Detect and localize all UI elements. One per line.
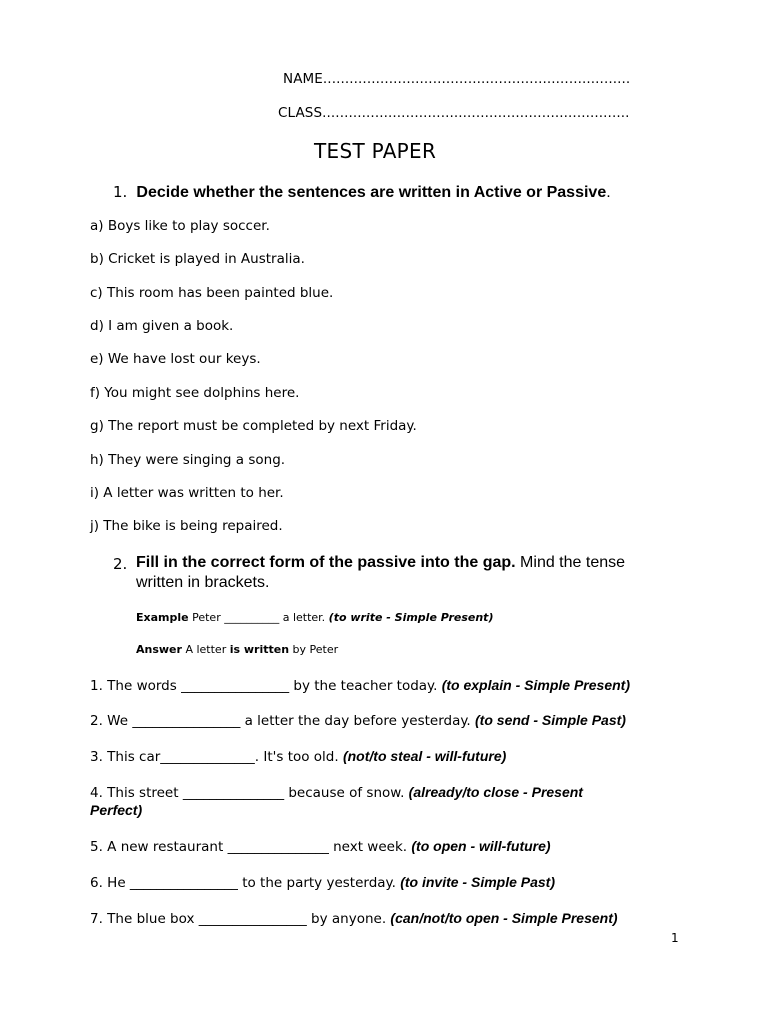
task-4-continued <box>90 802 142 819</box>
task-text: 6. He ________________ to the party yesterday. <box>90 875 401 891</box>
section1-heading <box>113 182 611 202</box>
class-field-line: CLASS...................................................................... <box>278 105 630 121</box>
sentence-b: b) Cricket is played in Australia. <box>90 251 305 267</box>
sentence-i: i) A letter was written to her. <box>90 485 284 501</box>
section2-heading <box>136 552 625 572</box>
section2-title-rest: Mind the tense <box>515 554 626 571</box>
task-3 <box>90 748 506 765</box>
task-text: 5. A new restaurant _______________ next week. <box>90 839 412 855</box>
sentence-c: c) This room has been painted blue. <box>90 285 334 301</box>
sentence-g: g) The report must be completed by next Friday. <box>90 418 417 434</box>
sentence-a: a) Boys like to play soccer. <box>90 218 270 234</box>
task-6 <box>90 874 555 891</box>
task-text: 7. The blue box ________________ by anyone. <box>90 911 391 927</box>
task-2 <box>90 712 626 729</box>
task-hint: (can/not/to open - Simple Present) <box>390 910 618 926</box>
task-text: 3. This car______________. It's too old. <box>90 749 343 765</box>
task-7 <box>90 910 618 927</box>
task-hint: (not/to steal - will-future) <box>342 748 507 764</box>
page-number: 1 <box>671 931 679 945</box>
name-field-line: NAME...................................................................... <box>283 71 631 87</box>
answer-line <box>136 643 338 656</box>
task-hint: (already/to close - Present <box>408 784 583 800</box>
sentence-e: e) We have lost our keys. <box>90 351 261 367</box>
example-line <box>136 611 493 624</box>
section2-title-line2: written in brackets. <box>136 574 270 591</box>
task-hint: (to invite - Simple Past) <box>400 874 556 890</box>
section2-title: Fill in the correct form of the passive into the gap. <box>136 554 516 571</box>
task-text: 4. This street _______________ because of snow. <box>90 785 409 801</box>
task-5 <box>90 838 551 855</box>
section1-title-end: . <box>606 184 611 201</box>
sentence-h: h) They were singing a song. <box>90 452 286 468</box>
section1-title: Decide whether the sentences are written in Active or Passive <box>136 184 607 201</box>
section1-number: 1. <box>113 183 128 201</box>
example-text: Peter __________ a letter. <box>188 611 329 624</box>
answer-post: by Peter <box>289 643 339 656</box>
task-hint-line2: Perfect) <box>90 802 143 818</box>
answer-bold: is written <box>229 643 290 656</box>
task-text: 1. The words ________________ by the teacher today. <box>90 678 442 694</box>
page-title: TEST PAPER <box>314 139 437 163</box>
sentence-d: d) I am given a book. <box>90 318 234 334</box>
answer-label: Answer <box>136 643 182 656</box>
sentence-f: f) You might see dolphins here. <box>90 385 300 401</box>
task-hint: (to explain - Simple Present) <box>441 677 630 693</box>
task-1 <box>90 677 630 694</box>
task-hint: (to send - Simple Past) <box>475 712 626 728</box>
answer-pre: A letter <box>181 643 230 656</box>
task-text: 2. We ________________ a letter the day before yesterday. <box>90 713 476 729</box>
section2-number: 2. <box>113 555 128 573</box>
example-hint: (to write - Simple Present) <box>328 611 494 624</box>
task-hint: (to open - will-future) <box>411 838 551 854</box>
sentence-j: j) The bike is being repaired. <box>90 518 283 534</box>
task-4 <box>90 784 583 801</box>
example-label: Example <box>136 611 189 624</box>
